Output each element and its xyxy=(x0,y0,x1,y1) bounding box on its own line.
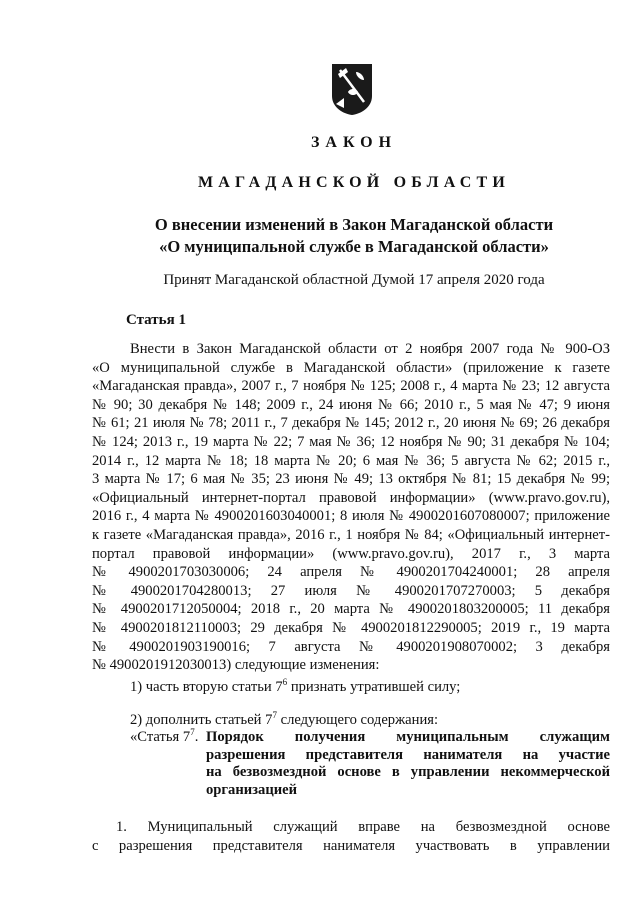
intro-line: № 61; 21 июля № 78; 2011 г., 7 декабря № 145; 2012 г., 20 июня № 69; 26 декабря xyxy=(92,415,610,432)
amendment-item-2 xyxy=(130,712,438,729)
intro-line: «О муниципальной службе в Магаданской области» (приложение к газете xyxy=(92,359,610,376)
article-intro-paragraph xyxy=(92,340,610,675)
new-article-superscript: 7 xyxy=(190,727,195,738)
intro-line: портал правовой информации» (www.pravo.gov.ru), 2017 г., 3 марта xyxy=(92,545,610,562)
intro-line: 2014 г., 12 марта № 18; 18 марта № 20; 6 мая № 36; 5 августа № 62; 2015 г., xyxy=(92,452,610,469)
intro-line: 3 марта № 17; 6 мая № 35; 23 июня № 49; 13 октября № 81; 15 декабря № 99; xyxy=(92,471,610,488)
new-article-title-line: организацией xyxy=(206,781,298,798)
intro-line: «Официальный интернет-портал правовой информации» (www.pravo.gov.ru), xyxy=(92,489,610,506)
clause-line: 1. Муниципальный служащий вправе на безвозмездной основе xyxy=(116,819,610,835)
law-label: ЗАКОН xyxy=(310,134,398,151)
new-article-number: «Статья $7^7$. xyxy=(130,727,199,745)
coat-of-arms-emblem-icon xyxy=(330,62,374,116)
intro-line: «Магаданская правда», 2007 г., 7 ноября № 125; 2008 г., 4 марта № 23; 12 августа xyxy=(92,378,610,395)
intro-line: № 4900201712050004; 2018 г., 20 марта № 4900201803200005; 11 декабря xyxy=(92,601,610,618)
intro-line: № 4900201912030013) следующие изменения: xyxy=(92,657,380,674)
intro-line: № 90; 30 декабря № 148; 2009 г., 24 июня № 66; 2010 г., 5 мая № 47; 9 июня xyxy=(92,396,610,413)
item1-prefix: 1) часть вторую статьи 7 xyxy=(130,679,283,695)
item1-superscript: 6 xyxy=(282,677,288,688)
intro-line: 2016 г., 4 марта № 4900201603040001; 8 июля № 4900201607080007; приложение xyxy=(92,508,610,525)
item1-suffix: признать утратившей силу; xyxy=(287,679,461,695)
item2-superscript: 7 xyxy=(272,710,277,721)
item2-suffix: следующего содержания: xyxy=(276,712,439,728)
intro-line: № 4900201903190016; 7 августа № 4900201908070002; 3 декабря xyxy=(92,638,610,655)
new-article-title-line: разрешения представителя нанимателя на участие xyxy=(206,746,610,763)
intro-line: № 4900201704280013; 27 июля № 4900201707270003; 5 декабря xyxy=(92,582,610,599)
intro-line: к газете «Магаданская правда», 2016 г., 1 ноября № 84; «Официальный интернет- xyxy=(92,526,610,543)
clause-1-paragraph xyxy=(92,818,610,855)
amendment-item-1 xyxy=(130,679,460,696)
intro-line: № 4900201703030006; 24 апреля № 4900201704240001; 28 апреля xyxy=(92,564,610,581)
new-article-title-line: на безвозмездной основе в управлении некоммерческой xyxy=(206,764,610,780)
subject-line-1: О внесении изменений в Закон Магаданской области xyxy=(154,215,554,234)
intro-line: № 124; 2013 г., 19 марта № 22; 7 мая № 36; 12 ноября № 90; 31 декабря № 104; xyxy=(92,433,610,450)
item2-prefix: 2) дополнить статьей 7 xyxy=(130,712,273,728)
new-article-title-line: Порядок получения муниципальным служащим xyxy=(206,729,610,745)
article-title: Статья 1 xyxy=(126,312,186,328)
new-article-title xyxy=(206,729,610,799)
new-article-prefix: «Статья 7 xyxy=(130,729,191,745)
clause-line: с разрешения представителя нанимателя участвовать в управлении xyxy=(92,837,610,854)
subject-line-2: «О муниципальной службе в Магаданской области» xyxy=(159,237,549,256)
adoption-date: Принят Магаданской областной Думой 17 апреля 2020 года xyxy=(163,272,545,288)
intro-line: Внести в Закон Магаданской области от 2 ноября 2007 года № 900-ОЗ xyxy=(130,341,610,357)
region-label: МАГАДАНСКОЙ ОБЛАСТИ xyxy=(197,174,511,191)
intro-line: № 4900201812110003; 29 декабря № 4900201812290005; 2019 г., 19 марта xyxy=(92,619,610,636)
